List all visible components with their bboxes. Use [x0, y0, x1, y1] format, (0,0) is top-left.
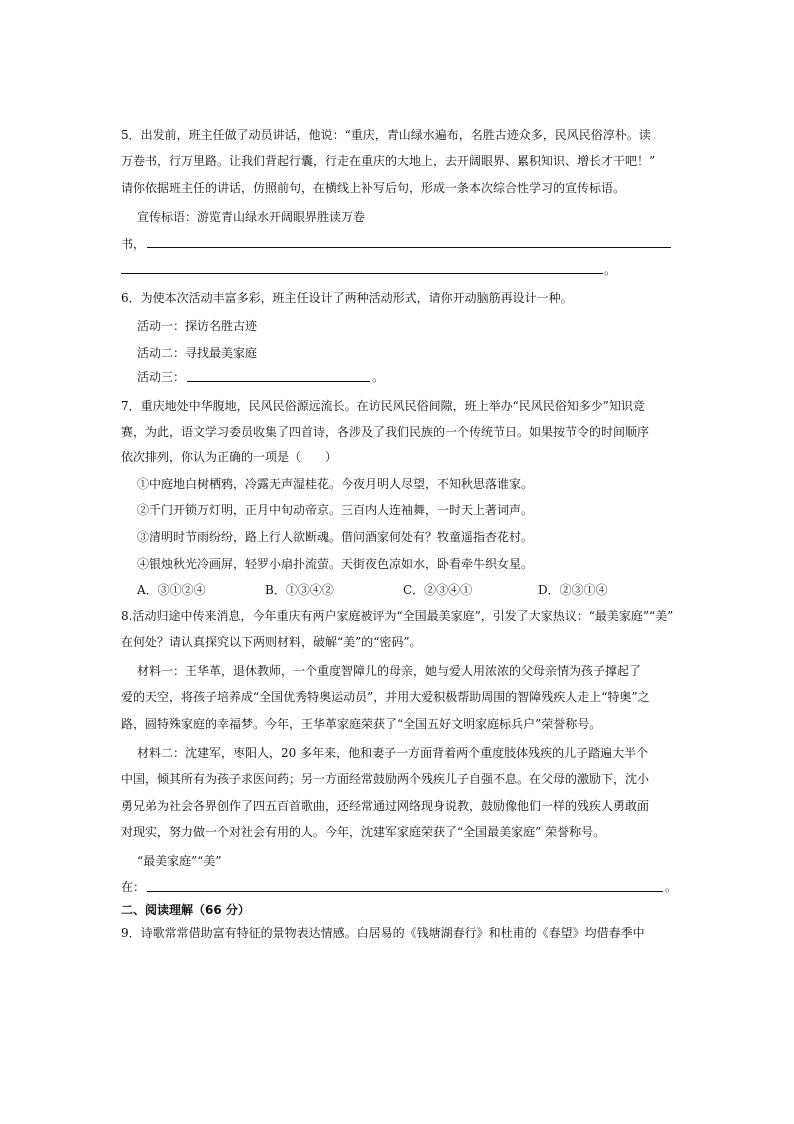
- q5-slogan: 宣传标语：游览青山绿水开阔眼界胜读万卷: [137, 210, 366, 224]
- q8-material-2-line-3: 勇兄弟为社会各界创作了四五百首歌曲，还经常通过网络现身说教，鼓励像他们一样的残疾人勇敢面: [121, 799, 650, 813]
- q8-prompt: “最美家庭”“美”: [137, 854, 222, 868]
- q6-end-mark: 。: [372, 370, 385, 384]
- q5-book-label: 书，: [121, 237, 146, 251]
- q7-poem-4: ④银烛秋光冷画屏，轻罗小扇扑流萤。天街夜色凉如水，卧看牵牛织女星。: [137, 557, 534, 571]
- q7-poem-3: ③清明时节雨纷纷，路上行人欲断魂。借问酒家何处有？牧童遥指杏花村。: [137, 530, 534, 544]
- q8-material-1-line-3: 路，圆特殊家庭的幸福梦。今年，王华革家庭荣获了“全国五好文明家庭标兵户”荣誉称号。: [121, 717, 602, 731]
- q7-line-3: 依次排列，你认为正确的一项是（ ）: [121, 450, 338, 464]
- q8-at-label: 在：: [121, 880, 146, 894]
- q8-material-1-line-2: 爱的天空，将孩子培养成“全国优秀特奥运动员”，并用大爱积极帮助周围的智障残疾人走上“特奥”之: [121, 690, 650, 704]
- q5-line-2: 万卷书，行万里路。让我们背起行囊，行走在重庆的大地上，去开阔眼界、累积知识、增长才干吧！”: [121, 154, 656, 168]
- q6-activity-1: 活动一：探访名胜古迹: [137, 319, 258, 333]
- q7-option-d[interactable]: D．②③①④: [538, 583, 608, 597]
- q7-option-a[interactable]: A．③①②④: [137, 583, 206, 597]
- q8-material-1-line-1: 材料一：王华革，退休教师，一个重度智障儿的母亲，她与爱人用浓浓的父母亲情为孩子撑起了: [137, 664, 642, 678]
- q7-option-c[interactable]: C．②③④①: [403, 583, 473, 597]
- q7-option-b[interactable]: B．①③④②: [265, 583, 334, 597]
- q7-line-2: 赛，为此，语文学习委员收集了四首诗，各涉及了我们民族的一个传统节日。如果按节令的时间顺序: [121, 425, 650, 439]
- q7-line-1: 7．重庆地处中华腹地，民风民俗源远流长。在访民风民俗间隙，班上举办“民风民俗知多少”知识竞: [121, 399, 645, 413]
- q5-end-mark: 。: [604, 263, 617, 277]
- q7-poem-1: ①中庭地白树栖鸦，冷露无声湿桂花。今夜月明人尽望，不知秋思落谁家。: [137, 477, 534, 491]
- q6-activity-3-label: 活动三：: [137, 370, 186, 384]
- q5-line-1: 5．出发前，班主任做了动员讲话，他说：“重庆，青山绿水遍布，名胜古迹众多，民风民俗淳朴。读: [121, 128, 651, 142]
- q8-material-2-line-4: 对现实，努力做一个对社会有用的人。今年，沈建军家庭荣获了“全国最美家庭” 荣誉称号。: [121, 825, 606, 839]
- q5-answer-line-2[interactable]: [121, 273, 603, 274]
- q7-poem-2: ②千门开锁万灯明，正月中旬动帝京。三百内人连袖舞，一时天上著词声。: [137, 503, 534, 517]
- q8-line-1: 8.活动归途中传来消息，今年重庆有两户家庭被评为“全国最美家庭”，引发了大家热议：“最美家庭”“美”: [121, 609, 674, 623]
- q8-line-2: 在何处？请认真探究以下两则材料，破解“美”的“密码”。: [121, 635, 422, 649]
- q8-end-mark: 。: [665, 880, 678, 894]
- q6-stem: 6．为使本次活动丰富多彩，班主任设计了两种活动形式，请你开动脑筋再设计一种。: [121, 291, 573, 305]
- q8-answer-line[interactable]: [147, 891, 663, 892]
- section-2-heading: 二、阅读理解（66 分）: [121, 903, 250, 917]
- q6-answer-line[interactable]: [187, 381, 370, 382]
- q9-line-1: 9．诗歌常常借助富有特征的景物表达情感。白居易的《钱塘湖春行》和杜甫的《春望》均借春季中: [121, 926, 645, 940]
- q5-line-3: 请你依据班主任的讲话，仿照前句，在横线上补写后句，形成一条本次综合性学习的宣传标语。: [121, 181, 626, 195]
- q5-answer-line-1[interactable]: [147, 247, 671, 248]
- q8-material-2-line-2: 中国，倾其所有为孩子求医问药；另一方面经常鼓励两个残疾儿子自强不息。在父母的激励下，沈小: [121, 772, 650, 786]
- q6-activity-2: 活动二：寻找最美家庭: [137, 346, 258, 360]
- q8-material-2-line-1: 材料二：沈建军，枣阳人，20 多年来，他和妻子一方面背着两个重度肢体残疾的儿子踏遍大半个: [137, 746, 649, 760]
